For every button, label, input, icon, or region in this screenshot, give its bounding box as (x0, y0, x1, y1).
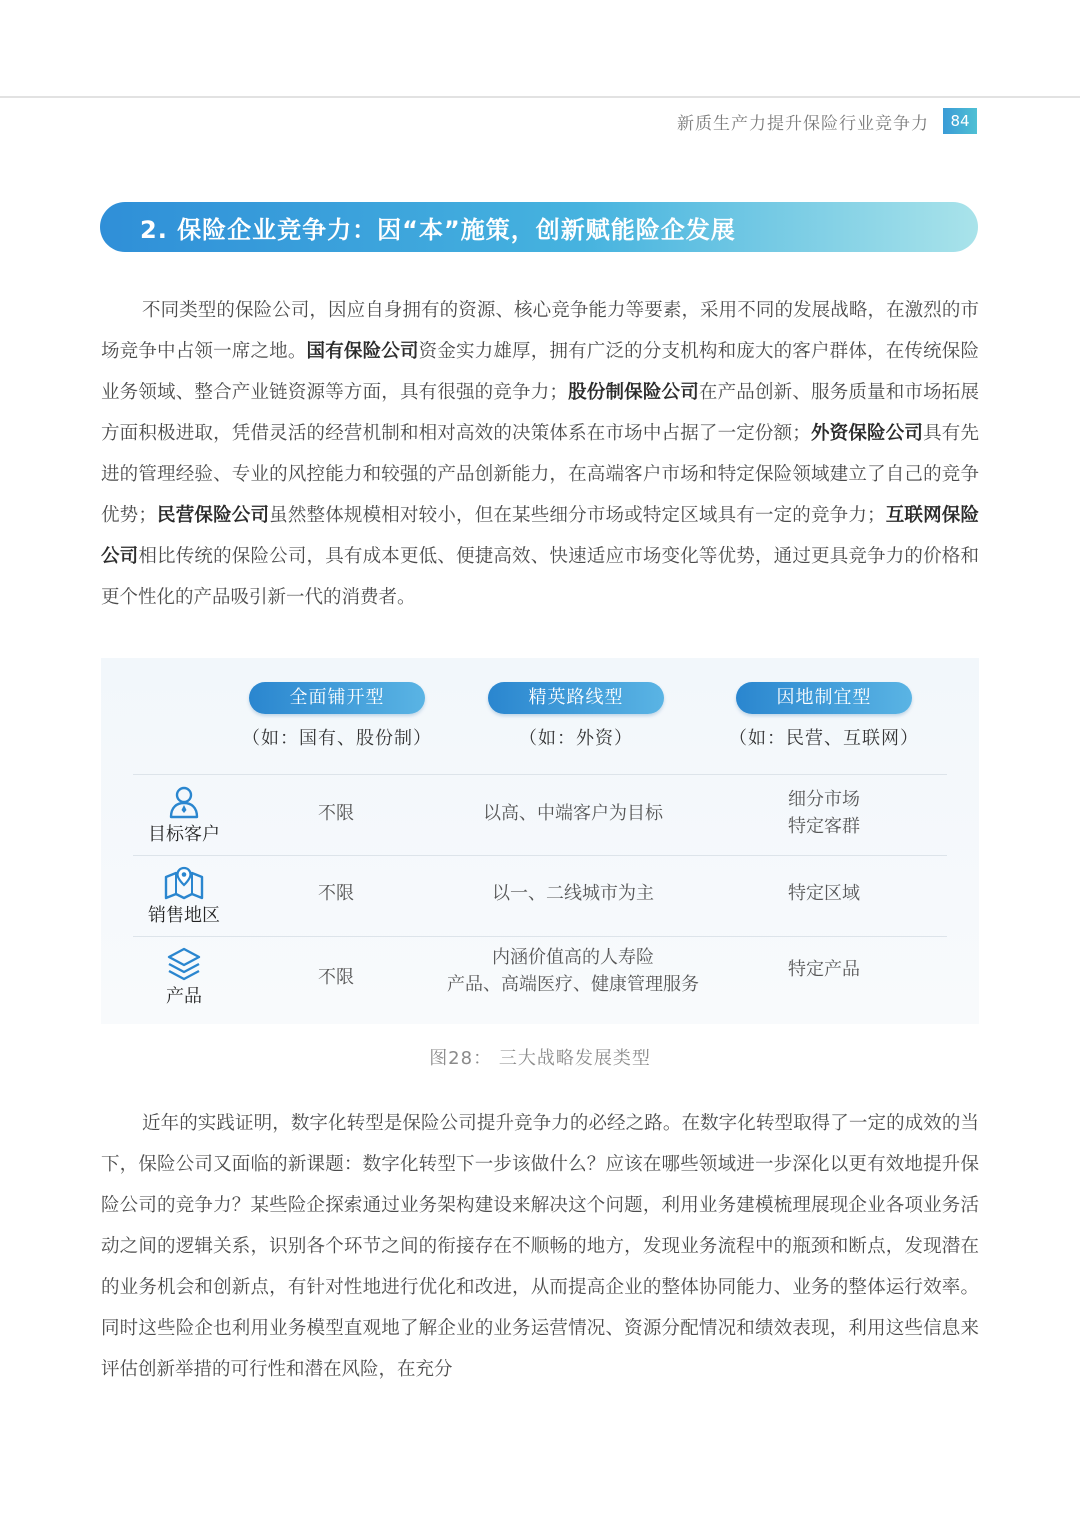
column-header-3 (704, 682, 944, 750)
page-number: 84 (943, 108, 977, 134)
para1-text-6: 相比传统的保险公司，具有成本更低、便捷高效、快速适应市场变化等优势，通过更具竞争力的价格和更个性化的产品吸引新一代的消费者。 (101, 546, 979, 608)
figure-caption: 图28： 三大战略发展类型 (429, 1048, 651, 1069)
row-label-product (131, 946, 237, 1008)
cell: 不限 (318, 803, 354, 824)
term-foreign: 外资保险公司 (810, 423, 924, 444)
intro-paragraph (101, 290, 979, 618)
map-pin-icon (163, 865, 205, 901)
cell: 特定区域 (788, 883, 860, 904)
column-pill: 全面铺开型 (249, 682, 425, 714)
cell-line: 产品、高端医疗、健康管理服务 (447, 974, 699, 995)
table-row (101, 863, 979, 935)
body-paragraph: 近年的实践证明，数字化转型是保险公司提升竞争力的必经之路。在数字化转型取得了一定的成效的当下，保险公司又面临的新课题：数字化转型下一步该做什么？应该在哪些领域进一步深化以更有效地提升保险公司的竞争力？某些险企探索通过业务架构建设来解决这个问题，利用业务建模梳理展现企业各项业务活动之间的逻辑关系，识别各个环节之间的衔接存在不顺畅的地方，发现业务流程中的瓶颈和断点，发现潜在的业务机会和创新点，有针对性地进行优化和改进，从而提高企业的整体协同能力、业务的整体运行效率。同时这些险企也利用业务模型直观地了解企业的业务运营情况、资源分配情况和绩效表现，利用这些信息来评估创新举措的可行性和潜在风险，在充分 (101, 1113, 979, 1380)
para1-text-5: 虽然整体规模相对较小，但在某些细分市场或特定区域具有一定的竞争力； (269, 505, 886, 526)
running-header (677, 108, 977, 134)
para1-text-4: 具有先进的管理经验、专业的风控能力和较强的产品创新能力，在高端客户市场和特定保险领域建立了自己的竞争优势； (101, 423, 979, 526)
row-label-target-customer (131, 784, 237, 846)
strategy-figure (101, 658, 979, 1024)
cell-line: 特定客群 (788, 816, 860, 837)
row-divider (133, 936, 947, 937)
header-rule (0, 96, 1080, 98)
term-private: 民营保险公司 (156, 505, 270, 526)
para1-text-1: 不同类型的保险公司，因应自身拥有的资源、核心竞争能力等要素，采用不同的发展战略，在激烈的市场竞争中占领一席之地。 (101, 300, 979, 362)
column-subtitle: （如：外资） (519, 728, 633, 749)
section-title: 2. 保险企业竞争力：因“本”施策，创新赋能险企发展 (140, 215, 736, 244)
table-row (101, 944, 979, 1016)
column-subtitle: （如：民营、互联网） (729, 728, 919, 749)
row-label-text: 销售地区 (148, 905, 220, 926)
para1-text-2: 资金实力雄厚，拥有广泛的分支机构和庞大的客户群体，在传统保险业务领域、整合产业链资源等方面，具有很强的竞争力； (101, 341, 979, 403)
column-header-2 (456, 682, 696, 750)
cell: 以一、二线城市为主 (492, 883, 654, 904)
column-subtitle: （如：国有、股份制） (242, 728, 432, 749)
cell (744, 786, 904, 840)
cell: 以高、中端客户为目标 (483, 803, 663, 824)
row-label-text: 目标客户 (148, 824, 220, 845)
para1-text-3: 在产品创新、服务质量和市场拓展方面积极进取，凭借灵活的经营机制和相对高效的决策体系在市场中占据了一定份额； (101, 382, 979, 444)
table-row (101, 782, 979, 854)
term-internet: 互联网保险公司 (101, 505, 979, 567)
cell-line: 内涵价值高的人寿险 (492, 947, 654, 968)
term-joint-stock: 股份制保险公司 (567, 382, 699, 403)
cell (413, 944, 733, 998)
row-label-text: 产品 (166, 986, 202, 1007)
column-pill: 因地制宜型 (736, 682, 912, 714)
row-divider (133, 774, 947, 775)
term-state-owned: 国有保险公司 (306, 341, 419, 362)
cell: 特定产品 (788, 959, 860, 980)
row-label-sales-region (131, 865, 237, 927)
section-banner (100, 202, 978, 252)
row-divider (133, 855, 947, 856)
layers-icon (166, 946, 202, 982)
running-title: 新质生产力提升保险行业竞争力 (677, 113, 929, 134)
user-icon (166, 784, 202, 820)
cell: 不限 (318, 883, 354, 904)
cell-line: 细分市场 (788, 789, 860, 810)
column-header-1 (217, 682, 457, 750)
cell: 不限 (318, 967, 354, 988)
column-pill: 精英路线型 (488, 682, 664, 714)
